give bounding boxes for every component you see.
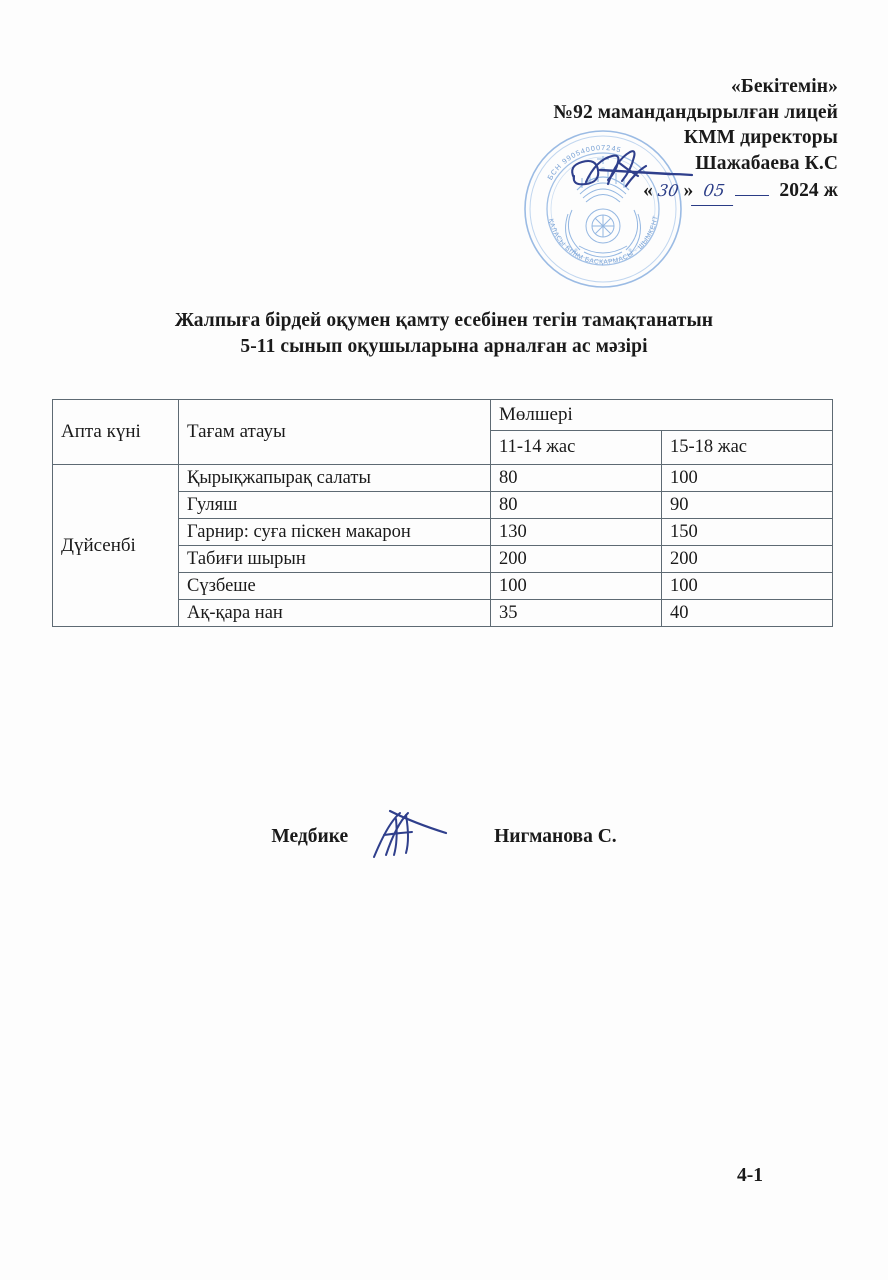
amount-age-1: 35 — [491, 600, 662, 627]
page-title-line-1: Жалпыға бірдей оқумен қамту есебінен тегін тамақтанатын — [174, 310, 714, 331]
approval-year: 2024 ж — [779, 180, 838, 201]
quote-close: » — [683, 180, 694, 201]
approval-date-line — [408, 178, 838, 206]
table-row — [53, 465, 833, 492]
svg-text:БСН 990540007245: БСН 990540007245 — [545, 142, 623, 182]
header-age-group-1: 11-14 жас — [491, 431, 662, 465]
header-day: Апта күні — [53, 400, 179, 465]
menu-table — [52, 399, 833, 627]
handwritten-day: 30 — [656, 181, 680, 200]
quote-open: « — [643, 180, 653, 201]
page-number: 4-1 — [737, 1165, 763, 1186]
date-blank-line — [735, 195, 769, 196]
dish-name: Гуляш — [179, 492, 491, 519]
page-title-line-2: 5-11 сынып оқушыларына арналған ас мәзірі — [240, 336, 648, 357]
approval-line-approved: «Бекітемін» — [731, 76, 838, 97]
page-title — [0, 308, 888, 360]
dish-name: Ақ-қара нан — [179, 600, 491, 627]
dish-name: Табиғи шырын — [179, 546, 491, 573]
dish-name: Гарнир: суға піскен макарон — [179, 519, 491, 546]
amount-age-1: 130 — [491, 519, 662, 546]
header-amount: Мөлшері — [491, 400, 833, 431]
nurse-name: Нигманова С. — [494, 826, 617, 847]
amount-age-2: 150 — [662, 519, 833, 546]
nurse-signature — [366, 815, 484, 859]
amount-age-2: 100 — [662, 573, 833, 600]
dish-name: Қырықжапырақ салаты — [179, 465, 491, 492]
approval-block — [408, 74, 838, 206]
amount-age-2: 200 — [662, 546, 833, 573]
nurse-signature-row — [0, 815, 888, 859]
header-dish: Тағам атауы — [179, 400, 491, 465]
menu-table-body — [53, 465, 833, 627]
amount-age-1: 80 — [491, 492, 662, 519]
day-of-week-cell: Дүйсенбі — [53, 465, 179, 627]
menu-table-head — [53, 400, 833, 465]
svg-text:ҚАЛАСЫ БІЛІМ БАСҚАРМАСЫ · ШЫМК: ҚАЛАСЫ БІЛІМ БАСҚАРМАСЫ · ШЫМКЕНТ — [546, 214, 660, 267]
amount-age-1: 80 — [491, 465, 662, 492]
header-age-group-2: 15-18 жас — [662, 431, 833, 465]
approval-line-institution: №92 мамандандырылған лицей — [553, 101, 838, 123]
approval-line-director-name: Шажабаева К.С — [695, 152, 838, 174]
handwritten-month: 05 — [691, 178, 737, 206]
amount-age-1: 200 — [491, 546, 662, 573]
nurse-role-label: Медбике — [271, 826, 349, 847]
amount-age-2: 40 — [662, 600, 833, 627]
amount-age-2: 90 — [662, 492, 833, 519]
amount-age-2: 100 — [662, 465, 833, 492]
amount-age-1: 100 — [491, 573, 662, 600]
dish-name: Сүзбеше — [179, 573, 491, 600]
approval-line-position: КММ директоры — [683, 127, 838, 148]
table-header-row-1 — [53, 400, 833, 431]
